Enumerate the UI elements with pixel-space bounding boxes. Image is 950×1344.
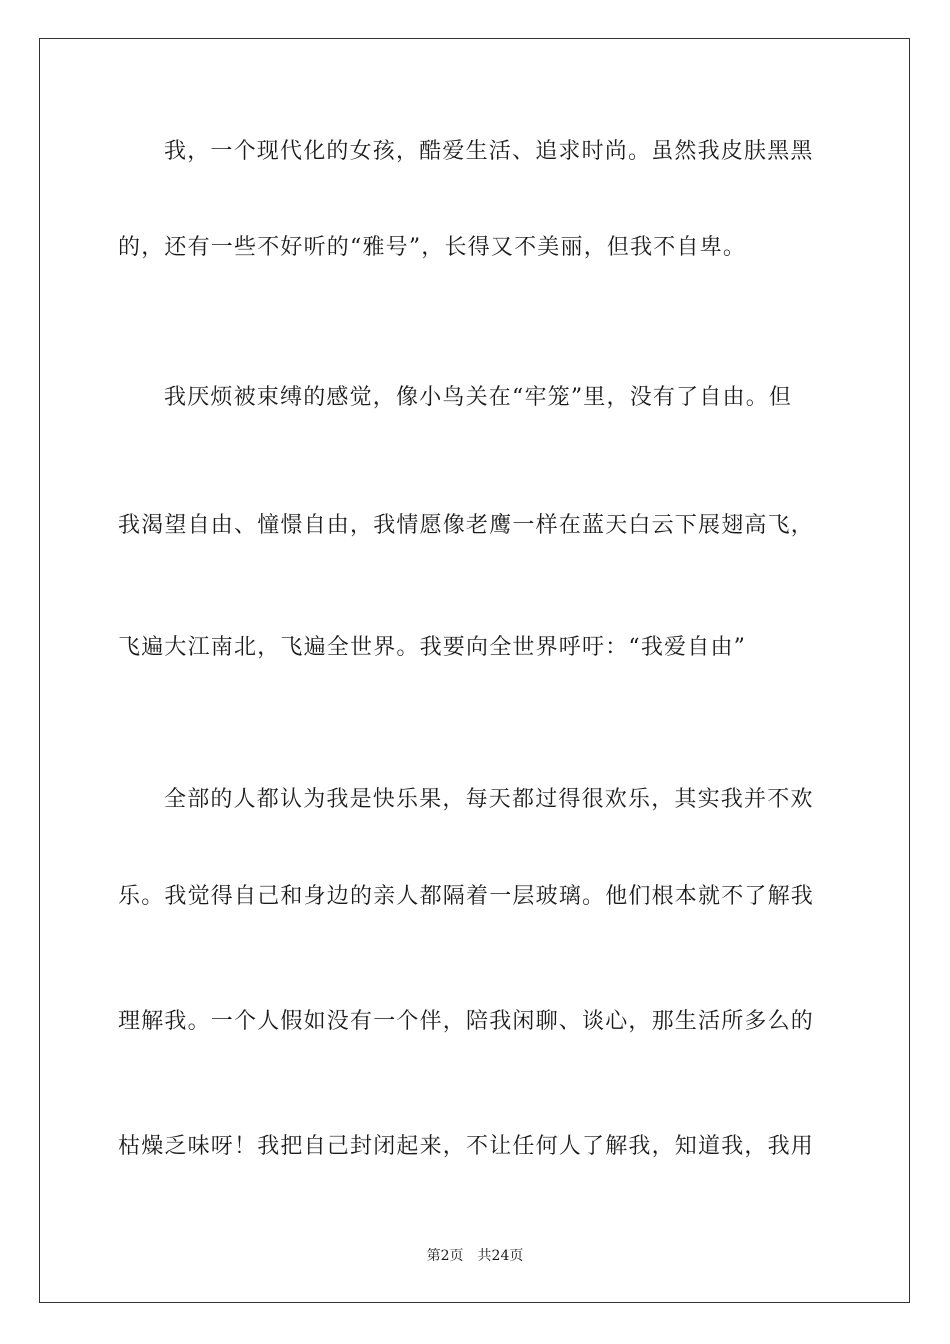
total-pages: 共24页 [477, 1248, 524, 1264]
paragraph-line: 的，还有一些不好听的“雅号”，长得又不美丽，但我不自卑。 [118, 235, 747, 260]
paragraph-line: 乐。我觉得自己和身边的亲人都隔着一层玻璃。他们根本就不了解我 [118, 884, 815, 909]
page-footer [0, 1247, 950, 1265]
paragraph-line: 理解我。一个人假如没有一个伴，陪我闲聊、谈心，那生活所多么的 [118, 1009, 815, 1034]
paragraph-line: 我厌烦被束缚的感觉，像小鸟关在“牢笼”里，没有了自由。但 [164, 385, 793, 410]
paragraph-line: 我，一个现代化的女孩，酷爱生活、追求时尚。虽然我皮肤黑黑 [164, 139, 814, 164]
page-border [39, 38, 910, 1303]
page-number: 第2页 [426, 1248, 464, 1264]
paragraph-line: 我渴望自由、憧憬自由，我情愿像老鹰一样在蓝天白云下展翅高飞， [118, 513, 815, 538]
paragraph-line: 枯燥乏味呀！我把自己封闭起来，不让任何人了解我，知道我，我用 [118, 1134, 815, 1159]
paragraph-line: 飞遍大江南北，飞遍全世界。我要向全世界呼吁：“我爱自由” [118, 635, 747, 660]
paragraph-line: 全部的人都认为我是快乐果，每天都过得很欢乐，其实我并不欢 [164, 787, 814, 812]
